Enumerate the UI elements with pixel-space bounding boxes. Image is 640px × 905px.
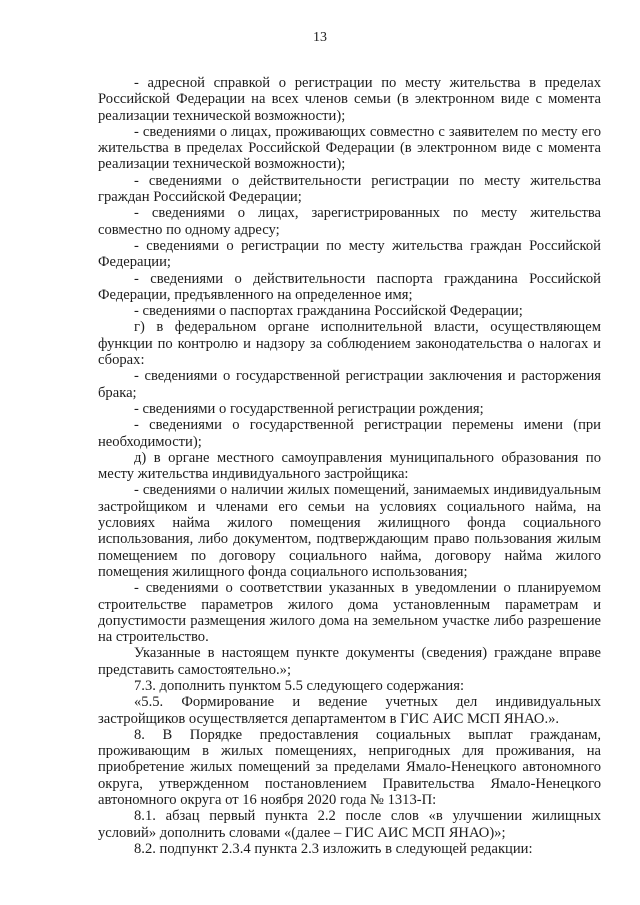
paragraph: 8.1. абзац первый пункта 2.2 после слов «в улучшении жилищных условий» дополнить словами «(далее – ГИС АИС МСП ЯНАО)»; [98,808,601,841]
paragraph: - адресной справкой о регистрации по месту жительства в пределах Российской Федерации на всех членов семьи (в электронном виде с момента реализации технической возможности); [98,75,601,124]
paragraph: - сведениями о лицах, проживающих совместно с заявителем по месту его жительства в пределах Российской Федерации (в электронном виде с момента реализации технической возможности); [98,123,601,173]
paragraph: - сведениями о соответствии указанных в уведомлении о планируемом строительстве параметров жилого дома установленным параметрам и допустимости размещения жилого дома на земельном участке либо разрешение на строительство. [98,580,601,646]
paragraph: - сведениями о наличии жилых помещений, занимаемых индивидуальным застройщиком и членами его семьи на условиях социального найма, на условиях найма жилого помещения жилищного фонда социального использования, либо документом, подтверждающим право пользования жилым помещением по договору социального найма, договору найма жилого помещения жилищного фонда социального использования; [98,482,601,580]
paragraph: г) в федеральном органе исполнительной власти, осуществляющем функции по контролю и надзору за соблюдением законодательства о налогах и сборах: [98,319,601,369]
paragraph: - сведениями о государственной регистрации рождения; [134,400,484,417]
document-body [98,75,601,857]
paragraph: - сведениями о лицах, зарегистрированных по месту жительства совместно по одному адресу; [98,205,601,238]
paragraph: 8. В Порядке предоставления социальных выплат гражданам, проживающим в жилых помещениях, непригодных для проживания, на приобретение жилых помещений за пределами Ямало-Ненецкого автономного округа, утвержденном постановлением Правительства Ямало-Ненецкого автономного округа от 16 ноября 2020 года № 1313-П: [98,726,601,809]
paragraph: «5.5. Формирование и ведение учетных дел индивидуальных застройщиков осуществляется департаментом в ГИС АИС МСП ЯНАО.». [98,694,601,727]
paragraph: - сведениями о действительности регистрации по месту жительства граждан Российской Федерации; [98,172,601,206]
paragraph: - сведениями о действительности паспорта гражданина Российской Федерации, предъявленного на определенное имя; [98,270,601,303]
paragraph: 7.3. дополнить пунктом 5.5 следующего содержания: [134,677,465,694]
paragraph: - сведениями о государственной регистрации перемены имени (при необходимости); [98,417,601,450]
paragraph: 8.2. подпункт 2.3.4 пункта 2.3 изложить в следующей редакции: [134,840,533,857]
paragraph: - сведениями о паспортах гражданина Российской Федерации; [134,303,523,320]
page-number: 13 [313,30,327,45]
paragraph: - сведениями о государственной регистрации заключения и расторжения брака; [98,368,601,401]
paragraph: д) в органе местного самоуправления муниципального образования по месту жительства индивидуального застройщика: [98,449,601,483]
paragraph: - сведениями о регистрации по месту жительства граждан Российской Федерации; [98,237,601,271]
paragraph: Указанные в настоящем пункте документы (сведения) граждане вправе представить самостоятельно.»; [98,645,601,678]
